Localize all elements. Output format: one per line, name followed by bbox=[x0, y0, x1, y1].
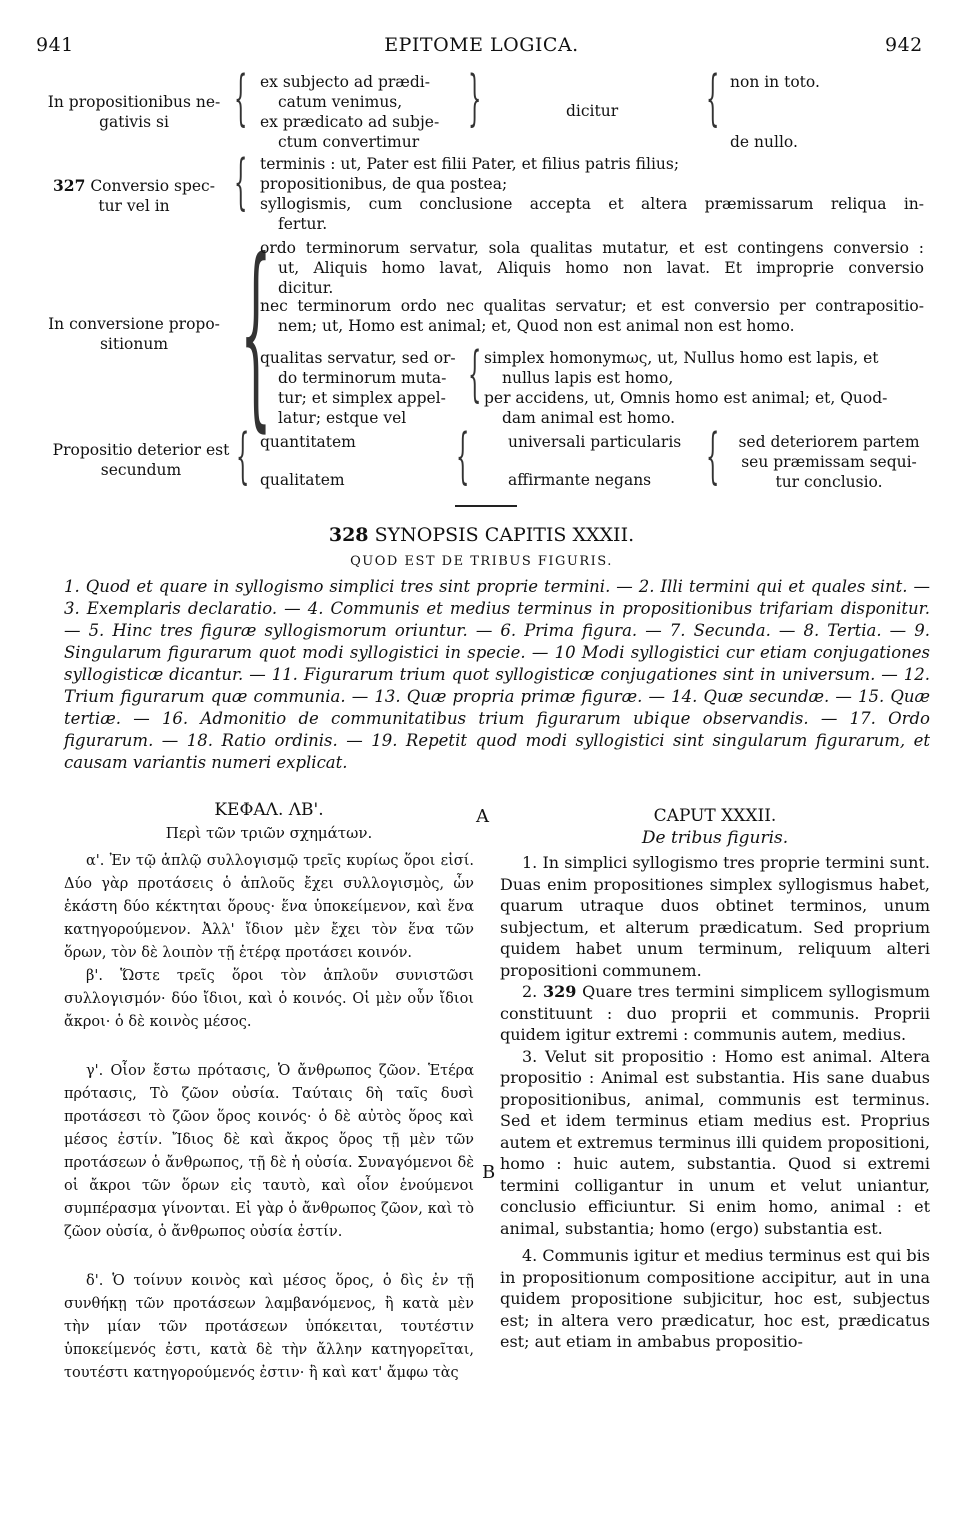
latin-paragraph: 4. Communis igitur et medius terminus est qui bis in propositionum compositione accipitur, aut in una quidem propositione subjicitur, hoc est, subjectus est; in altera vero prædicatur, hoc est, prædicatus est; aut etiam in ambabus propositio- bbox=[500, 1246, 930, 1351]
deterior-c1-2: qualitatem bbox=[260, 471, 345, 489]
conversio-items: terminis : ut, Pater est filii Pater, et filius patris filius; propositionibus, de qua postea; syllogismis, cum conclusione accepta et altera præmissarum reliqua in- fertur. bbox=[260, 155, 924, 233]
greek-paragraph: β'. Ὥστε τρεῖς ὅροι τὸν ἁπλοῦν συνιστῶσι συλλογισμόν· δύο ἴδιοι, καὶ ὁ κοινός. Οἱ μὲν οὖν ἴδιοι ἄκροι· ὁ δὲ κοινὸς μέσος. bbox=[64, 968, 474, 1030]
negatives-left: ex subjecto ad prædi- catum venimus, ex prædicato ad subje- ctum convertimur bbox=[260, 73, 440, 151]
margin-letter-a: A bbox=[476, 806, 489, 827]
greek-paragraph: γ'. Οἷον ἔστω πρότασις, Ὁ ἄνθρωπος ζῶον. Ἑτέρα πρότασις, Τὸ ζῶον οὐσία. Ταύταις δὴ ταῖς δυσὶ προτάσεσι τὸ ζῶον ὅρος κοινός· ὁ δὲ αὐτὸς ὅρος καὶ μέσος ἐστίν. Ἴδιος δὲ καὶ ἄκρος ὅρος τῇ μὲν τῶν προτάσεων ὁ ἄνθρωπος, τῇ δὲ ἡ οὐσία. Συναγόμενοι δὲ οἱ ἄκροι τῶν ὅρων εἰς ταυτὸ, καὶ οἷον ἑνούμενοι συμπέρασμα γίνονται. Εἰ γὰρ ὁ ἄνθρωπος ζῶον, καὶ τὸ ζῶον οὐσία, ὁ ἄνθρωπος οὐσία ἐστίν. bbox=[64, 1063, 474, 1240]
large-brace: { bbox=[240, 217, 272, 450]
synopsis-title: 328 SYNOPSIS CAPITIS XXXII. bbox=[328, 524, 635, 546]
brace: } bbox=[468, 63, 482, 133]
brace: { bbox=[234, 147, 248, 217]
greek-column bbox=[64, 850, 474, 1385]
latin-paragraph: 2. 329 Quare tres termini simplicem syllogismum constituunt : duo proprii et communis. Proprii quidem igitur extremi : communis autem, medius. bbox=[500, 982, 930, 1044]
synopsis-subtitle: QUOD EST DE TRIBUS FIGURIS. bbox=[350, 554, 613, 569]
deterior-c2-1: universali particularis bbox=[508, 433, 682, 451]
deterior-c3: sed deteriorem partem seu præmissam sequi- tur conclusio. bbox=[738, 433, 920, 491]
brace: { bbox=[706, 63, 720, 133]
conversione-label: In conversione propo- sitionum bbox=[48, 315, 220, 353]
left-page-number: 941 bbox=[36, 34, 74, 56]
negatives-label: In propositionibus ne- gativis si bbox=[47, 93, 221, 131]
greek-heading: ΚΕΦΑΛ. ΛΒ'. bbox=[214, 800, 324, 820]
negatives-right-2: de nullo. bbox=[730, 133, 798, 151]
conversione-lines2: nec terminorum ordo nec qualitas servatur; et est conversio per contrapositio- nem; ut, Homo est animal; et, Quod non est animal non est homo. bbox=[260, 297, 924, 335]
brace: { bbox=[468, 339, 482, 409]
margin-letter-b: B bbox=[482, 1162, 496, 1183]
latin-paragraph: 1. In simplici syllogismo tres proprie termini sunt. Duas enim propositiones simplex syllogismus habet, quarum utraque duos obtinet terminos, unum subjectum, et alterum prædicatum. Sed proprium quidem habet unum terminum, reliquum alteri propositioni communem. bbox=[500, 853, 930, 980]
greek-paragraph: δ'. Ὁ τοίνυν κοινὸς καὶ μέσος ὅρος, ὁ δὶς ἐν τῇ συνθήκῃ τῶν προτάσεων λαμβανόμενος, ἢ κατὰ μὲν τὴν μίαν τῶν προτάσεων ὑπόκειται, τουτέστιν ὑποκείμενός ἐστι, κατὰ δὲ τὴν ἄλλην κατηγορεῖται, τουτέστι κατηγορούμενός ἐστιν· ἢ καὶ κατ' ἄμφω τὰς bbox=[64, 1273, 474, 1381]
brace: { bbox=[236, 421, 250, 491]
deterior-label: Propositio deterior est secundum bbox=[52, 441, 230, 479]
brace: { bbox=[456, 421, 470, 491]
conversione-right3: simplex homonymως, ut, Nullus homo est lapis, et nullus lapis est homo, per accidens, ut, Omnis homo est animal; et, Quod- dam animal est homo. bbox=[484, 349, 888, 427]
deterior-c1-1: quantitatem bbox=[260, 433, 356, 451]
separator-rule bbox=[455, 505, 517, 507]
conversione-left3: qualitas servatur, sed or- do terminorum muta- tur; et simplex appel- latur; estque vel bbox=[260, 349, 456, 427]
negatives-right-1: non in toto. bbox=[730, 73, 820, 91]
brace: { bbox=[706, 421, 720, 491]
latin-heading: CAPUT XXXII. bbox=[653, 806, 777, 826]
conversio-label: 327 Conversio spec- tur vel in bbox=[53, 176, 215, 215]
synopsis-text: 1. Quod et quare in syllogismo simplici tres sint proprie termini. — 2. Illi termini qui et quales sint. — 3. Exemplaris declaratio. — 4. Communis et medius terminus in propositionibus trifariam disponitur. — 5. Hinc tres figuræ syllogismorum oriuntur. — 6. Prima figura. — 7. Secunda. — 8. Tertia. — 9. Singularum figurarum quot modi syllogistici in specie. — 10 Modi syllogistici cur etiam conjugationes syllogisticæ dicantur. — 11. Figurarum trium quot syllogisticæ conjugationes sint in universum. — 12. Trium figurarum quæ communia. — 13. Quæ propria primæ figuræ. — 14. Quæ secundæ. — 15. Quæ tertiæ. — 16. Admonitio de communitatibus trium figurarum ubique observandis. — 17. Ordo figurarum. — 18. Ratio ordinis. — 19. Repetit quod modi syllogistici sint singularum figurarum, et causam variantis numeri explicat. bbox=[64, 577, 930, 772]
latin-subheading: De tribus figuris. bbox=[641, 828, 789, 848]
conversione-lines1: ordo terminorum servatur, sola qualitas mutatur, et est contingens conversio : ut, Aliquis homo lavat, Aliquis homo non lavat. Et improprie conversio dicitur. bbox=[260, 239, 924, 297]
brace: { bbox=[234, 63, 248, 133]
deterior-c2-2: affirmante negans bbox=[508, 471, 652, 489]
greek-subheading: Περὶ τῶν τριῶν σχημάτων. bbox=[165, 824, 373, 842]
negatives-mid: dicitur bbox=[566, 102, 619, 120]
running-title: EPITOME LOGICA. bbox=[384, 34, 579, 56]
latin-column bbox=[500, 852, 930, 1353]
latin-paragraph: 3. Velut sit propositio : Homo est animal. Altera propositio : Animal est substantia. His sane duabus propositionibus, animal, communis est terminus. Sed et idem terminus etiam medius est. Proprius autem et extremus terminus illi quidem propositioni, homo : huic autem, substantia. Quod si extremi termini colligantur in unum et velut uniantur, conclusio efficiuntur. Si enim homo, animal : et animal, substantia; homo (ergo) substantia est. bbox=[500, 1046, 930, 1238]
greek-paragraph: α'. Ἐν τῷ ἁπλῷ συλλογισμῷ τρεῖς κυρίως ὅροι εἰσί. Δύο γὰρ προτάσεις ὁ ἁπλοῦς ἔχει συλλογισμὸς, ὧν ἑκάστη δύο κέκτηται ὅρους· ἕνα ὑποκείμενον, καὶ ἕνα κατηγορούμενον. Ἀλλ' ἴδιον μὲν ἔχει τὸν ἕνα τῶν ὅρων, τὸν δὲ λοιπὸν τῇ ἑτέρᾳ προτάσει κοινόν. bbox=[64, 853, 474, 961]
right-page-number: 942 bbox=[885, 34, 923, 56]
